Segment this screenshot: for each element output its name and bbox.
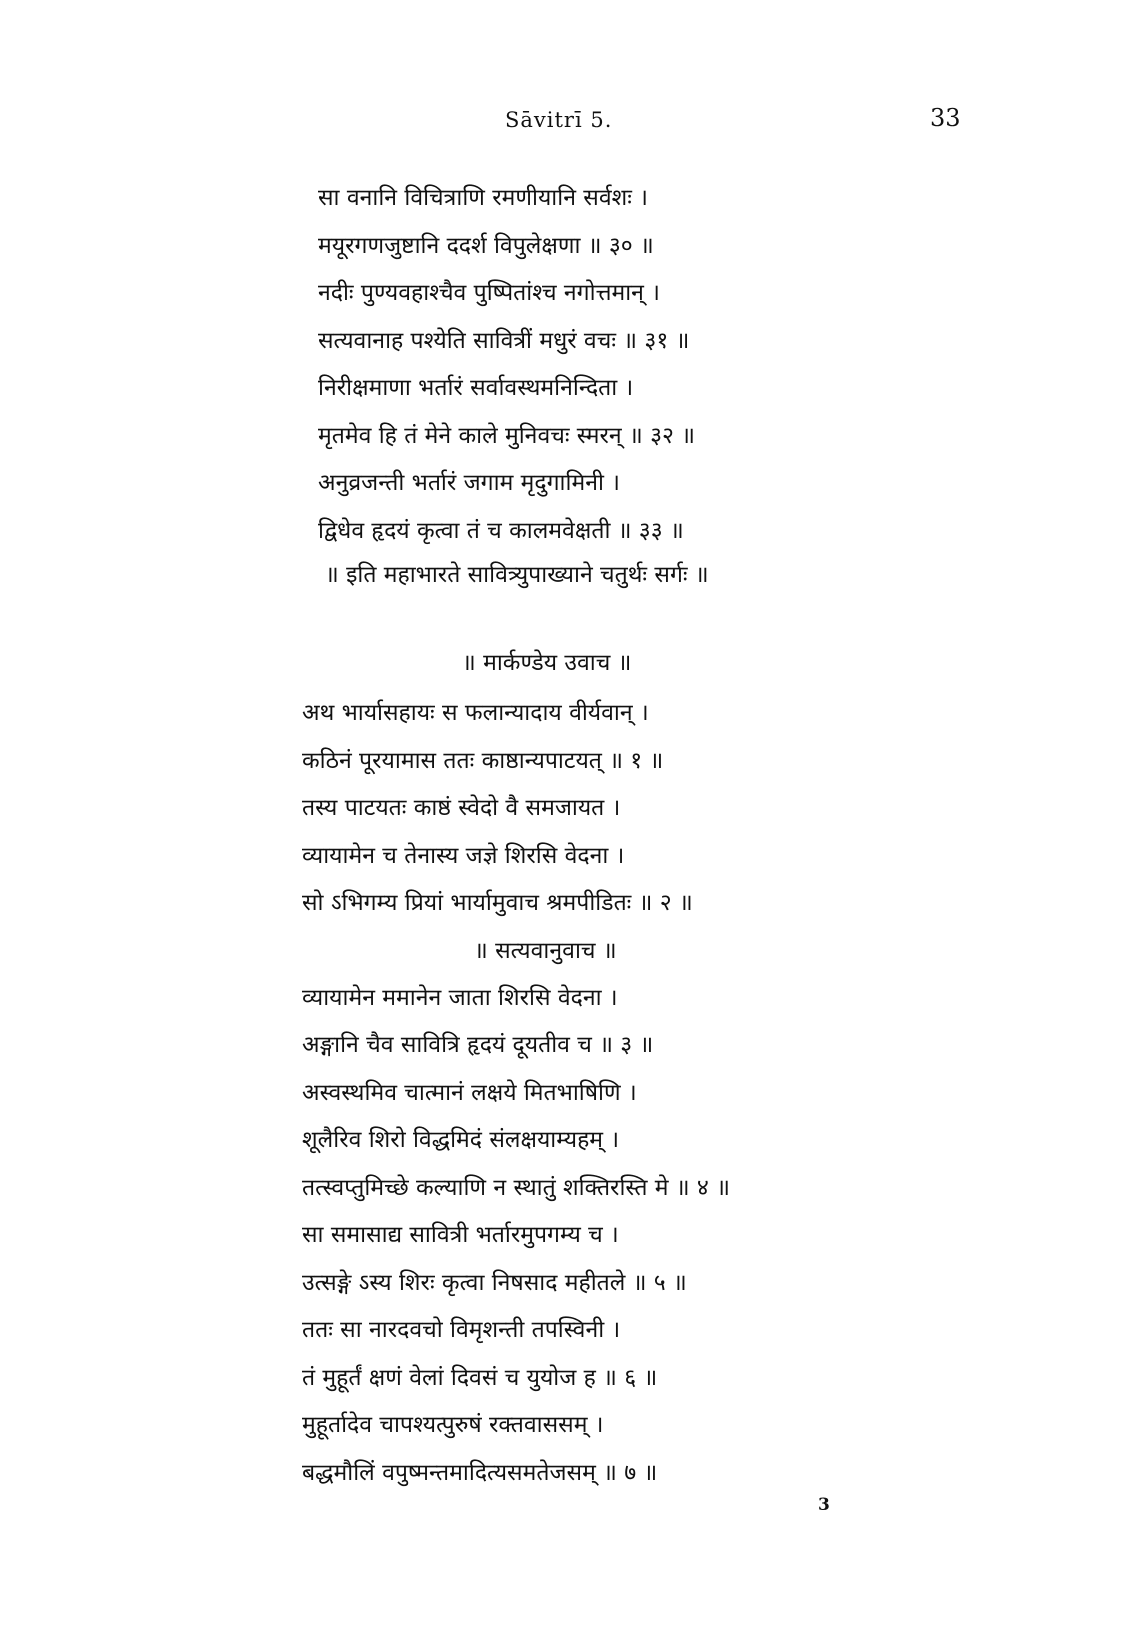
verse-line: व्यायामेन ममानेन जाता शिरसि वेदना । (302, 984, 618, 1011)
verse-line: सो ऽभिगम्य प्रियां भार्यामुवाच श्रमपीडितः ॥ २ ॥ (302, 890, 693, 916)
speaker-heading: ॥ मार्कण्डेय उवाच ॥ (462, 650, 632, 676)
signature-mark: 3 (818, 1495, 830, 1515)
verse-line: निरीक्षमाणा भर्तारं सर्वावस्थमनिन्दिता । (318, 375, 634, 401)
verse-line: मुहूर्तादेव चापश्यत्पुरुषं रक्तवाससम् । (302, 1412, 604, 1438)
verse-line: शूलैरिव शिरो विद्धमिदं संलक्षयाम्यहम् । (302, 1127, 620, 1153)
page-number: 33 (930, 104, 961, 132)
verse-line: ततः सा नारदवचो विमृशन्ती तपस्विनी । (302, 1317, 621, 1343)
verse-line: बद्धमौलिं वपुष्मन्तमादित्यसमतेजसम् ॥ ७ ॥ (302, 1459, 658, 1486)
verse-line: नदीः पुण्यवहाश्चैव पुष्पितांश्च नगोत्तमान् । (318, 280, 660, 306)
running-head: Sāvitrī 5. (505, 108, 613, 132)
verse-line: सत्यवानाह पश्येति सावित्रीं मधुरं वचः ॥ ३१ ॥ (318, 327, 690, 354)
verse-line: तं मुहूर्तं क्षणं वेलां दिवसं च युयोज ह ॥ ६ ॥ (302, 1364, 658, 1391)
verse-line: उत्सङ्गे ऽस्य शिरः कृत्वा निषसाद महीतले ॥ ५ ॥ (302, 1269, 687, 1296)
verse-line: अनुव्रजन्ती भर्तारं जगाम मृदुगामिनी । (318, 470, 620, 496)
verse-line: अथ भार्यासहायः स फलान्यादाय वीर्यवान् । (302, 700, 649, 726)
verse-line: सा समासाद्य सावित्री भर्तारमुपगम्य च । (302, 1222, 619, 1248)
verse-line: कठिनं पूरयामास ततः काष्ठान्यपाटयत् ॥ १ ॥ (302, 747, 664, 774)
verse-block-1 (318, 175, 878, 555)
chapter-colophon: ॥ इति महाभारते सावित्र्युपाख्याने चतुर्थः सर्गः ॥ (325, 562, 709, 588)
verse-line: मयूरगणजुष्टानि ददर्श विपुलेक्षणा ॥ ३० ॥ (318, 232, 654, 259)
verse-line: द्विधेव हृदयं कृत्वा तं च कालमवेक्षती ॥ ३३ ॥ (318, 517, 684, 544)
verse-line: अस्वस्थमिव चात्मानं लक्षये मितभाषिणि । (302, 1079, 637, 1106)
verse-line: तत्स्वप्तुमिच्छे कल्याणि न स्थातुं शक्तिरस्ति मे ॥ ४ ॥ (302, 1174, 730, 1201)
verse-block-2 (302, 690, 862, 1497)
verse-line: व्यायामेन च तेनास्य जज्ञे शिरसि वेदना । (302, 842, 625, 869)
verse-line: तस्य पाटयतः काष्ठं स्वेदो वै समजायत । (302, 795, 621, 821)
verse-line: सा वनानि विचित्राणि रमणीयानि सर्वशः । (318, 185, 648, 211)
verse-line: मृतमेव हि तं मेने काले मुनिवचः स्मरन् ॥ ३२ ॥ (318, 422, 696, 449)
speaker-heading: ॥ सत्यवानुवाच ॥ (474, 937, 617, 964)
verse-line: अङ्गानि चैव सावित्रि हृदयं दूयतीव च ॥ ३ ॥ (302, 1032, 654, 1058)
